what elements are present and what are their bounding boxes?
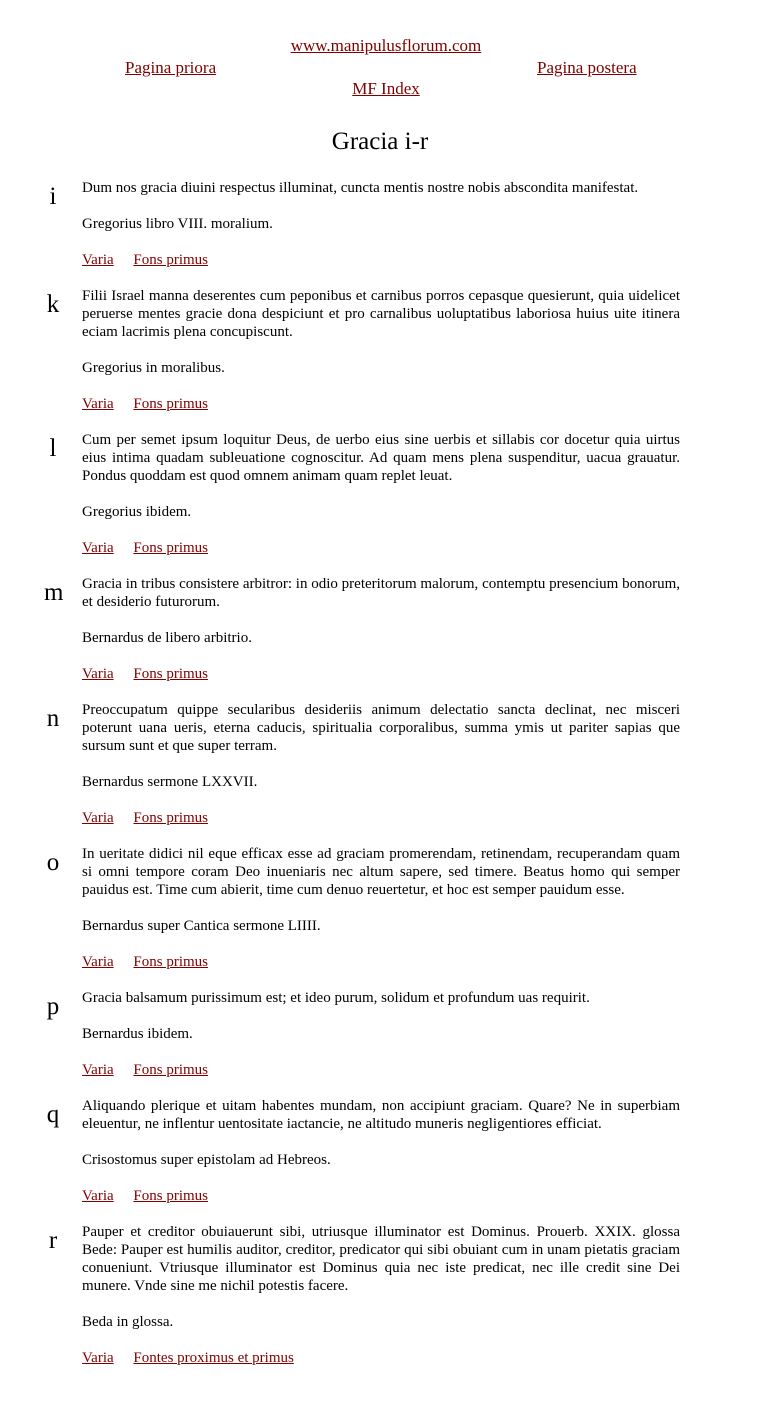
entry-quote: Preoccupatum quippe secularibus desideriis animum delectatio sancta declinat, nec misceri poterunt uana ueris, eterna caducis, spiritualia corporalibus, summa ymis ut pariter sapias que sursum sunt et que super terram. xyxy=(82,702,680,754)
entry-letter: i xyxy=(49,183,57,210)
entry-quote: Dum nos gracia diuini respectus illuminat, cuncta mentis nostre nobis abscondita manifestat. xyxy=(82,180,639,196)
entry-letter: p xyxy=(46,993,60,1020)
entry-body xyxy=(82,179,680,269)
next-page-link[interactable]: Pagina postera xyxy=(537,58,637,77)
page-title: Gracia i-r xyxy=(331,128,429,155)
varia-link[interactable]: Varia xyxy=(82,954,114,970)
entry-letter: q xyxy=(46,1101,60,1128)
fontes-link[interactable]: Fontes proximus et primus xyxy=(133,1350,294,1366)
entry xyxy=(0,701,768,827)
entry-source: Bernardus super Cantica sermone LIIII. xyxy=(82,918,321,934)
entry xyxy=(0,989,768,1079)
fons-link[interactable]: Fons primus xyxy=(133,810,209,826)
varia-link[interactable]: Varia xyxy=(82,810,114,826)
entry-quote: In ueritate didici nil eque efficax esse ad graciam promerendam, retinendam, recuperandam quam si omni tempore coram Deo inueniaris nec altum sapere, sed timere. Beatus homo qui semper pauidus est. Time cum abierit, time cum denuo reuertetur, et hoc est semper pauidum esse. xyxy=(82,846,680,898)
entry-quote: Aliquando plerique et uitam habentes mundam, non accipiunt graciam. Quare? Ne in superbiam eleuentur, ne inflentur uentositate iactancie, ne altitudo muneris negligentiores efficiat. xyxy=(82,1098,680,1132)
entry-source: Gregorius ibidem. xyxy=(82,504,192,520)
fons-link[interactable]: Fons primus xyxy=(133,954,209,970)
entry-body xyxy=(82,287,680,413)
entry xyxy=(0,1097,768,1205)
entry xyxy=(0,845,768,971)
entry-quote: Cum per semet ipsum loquitur Deus, de uerbo eius sine uerbis et sillabis cor docetur quia uirtus eius intima quadam subleuatione cognoscitur. Ad quam mens plena suspenditur, uacua grauatur. Pondus quoddam est quod omnem animam quam replet leuat. xyxy=(82,432,680,484)
varia-link[interactable]: Varia xyxy=(82,666,114,682)
entry xyxy=(0,287,768,413)
entry-body xyxy=(82,989,680,1079)
fons-link[interactable]: Fons primus xyxy=(133,1188,209,1204)
entry-source: Gregorius in moralibus. xyxy=(82,360,225,376)
varia-link[interactable]: Varia xyxy=(82,252,114,268)
fons-link[interactable]: Fons primus xyxy=(133,1062,209,1078)
entries-list xyxy=(0,179,768,1385)
entry-links xyxy=(82,539,680,557)
entry-letter: o xyxy=(46,849,60,876)
entry-links xyxy=(82,395,680,413)
entry-body xyxy=(82,431,680,557)
entry-letter: n xyxy=(46,705,60,732)
fons-link[interactable]: Fons primus xyxy=(133,540,209,556)
entry xyxy=(0,575,768,683)
entry-letter: k xyxy=(46,291,60,318)
entry-letter: m xyxy=(44,579,64,606)
index-link-wrapper xyxy=(0,79,768,99)
entry-links xyxy=(82,251,680,269)
entry-links xyxy=(82,1187,680,1205)
varia-link[interactable]: Varia xyxy=(82,1350,114,1366)
entry-quote: Filii Israel manna deserentes cum peponibus et carnibus porros cepasque quesierunt, quia uidelicet peruerse mentes gracie dona despiciunt et pro carnalibus uoluptatibus laboriosa huius uite itinera eciam lacrimis plena concupiscunt. xyxy=(82,288,680,340)
entry xyxy=(0,431,768,557)
site-home-link[interactable]: www.manipulusflorum.com xyxy=(290,36,482,55)
entry-source: Bernardus ibidem. xyxy=(82,1026,193,1042)
entry-links xyxy=(82,809,680,827)
entry-quote: Gracia in tribus consistere arbitror: in odio preteritorum malorum, contemptu presencium bonorum, et desiderio futurorum. xyxy=(82,576,680,610)
varia-link[interactable]: Varia xyxy=(82,1062,114,1078)
entry-letter: l xyxy=(49,435,57,462)
entry-source: Bernardus de libero arbitrio. xyxy=(82,630,252,646)
varia-link[interactable]: Varia xyxy=(82,1188,114,1204)
entry-links xyxy=(82,953,680,971)
fons-link[interactable]: Fons primus xyxy=(133,666,209,682)
fons-link[interactable]: Fons primus xyxy=(133,252,209,268)
entry-letter: r xyxy=(48,1227,58,1254)
entry-source: Bernardus sermone LXXVII. xyxy=(82,774,258,790)
entry-source: Gregorius libro VIII. moralium. xyxy=(82,216,273,232)
entry-links xyxy=(82,1061,680,1079)
entry-body xyxy=(82,845,680,971)
entry-body xyxy=(82,1223,680,1367)
entry-body xyxy=(82,575,680,683)
entry xyxy=(0,179,768,269)
entry-quote: Pauper et creditor obuiauerunt sibi, utriusque illuminator est Dominus. Prouerb. XXIX. glossa Bede: Pauper est humilis auditor, creditor, predicator qui sibi obuiant cum in unam pietatis graciam conueniunt. Vtriusque illuminator est Dominus quia nec iste predicat, nec ille credit sine Dei munere. Vnde sine me nichil potestis facere. xyxy=(82,1224,680,1294)
entry-body xyxy=(82,701,680,827)
entry-source: Beda in glossa. xyxy=(82,1314,174,1330)
entry xyxy=(0,1223,768,1367)
entry-links xyxy=(82,1349,680,1367)
fons-link[interactable]: Fons primus xyxy=(133,396,209,412)
mf-index-link[interactable]: MF Index xyxy=(352,79,420,98)
entry-body xyxy=(82,1097,680,1205)
entry-source: Crisostomus super epistolam ad Hebreos. xyxy=(82,1152,331,1168)
varia-link[interactable]: Varia xyxy=(82,540,114,556)
entry-links xyxy=(82,665,680,683)
previous-page-link[interactable]: Pagina priora xyxy=(125,58,217,77)
varia-link[interactable]: Varia xyxy=(82,396,114,412)
entry-quote: Gracia balsamum purissimum est; et ideo purum, solidum et profundum uas requirit. xyxy=(82,990,590,1006)
